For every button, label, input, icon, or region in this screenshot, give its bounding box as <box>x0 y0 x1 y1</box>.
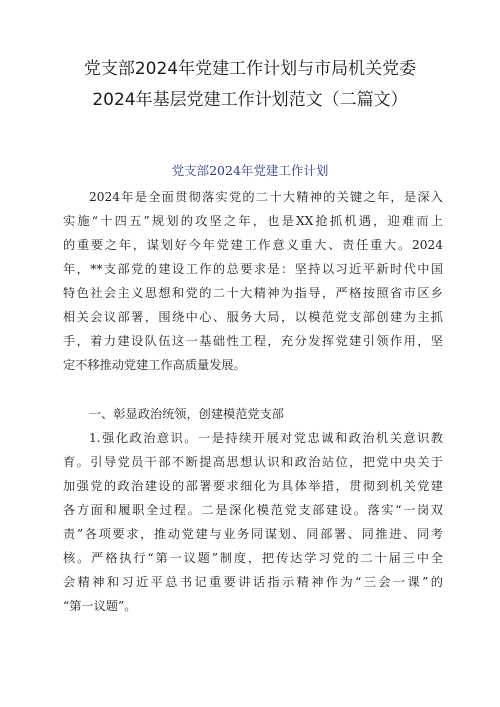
document-title-line-2: 2024年基层党建工作计划范文（二篇文） <box>92 90 408 110</box>
paragraph-line: 核。严格执行“第一议题”制度，把传达学习党的二十届三中全 <box>63 551 443 565</box>
paragraph-line: 相关会议部署，围绕中心、服务大局，以模范党支部创建为主抓 <box>63 310 443 324</box>
paragraph-line: 加强党的政治建设的部署要求细化为具体举措，贯彻到机关党建 <box>63 479 443 493</box>
paragraph-line: 2024年是全面贯彻落实党的二十大精神的关键之年，是深入 <box>89 190 443 204</box>
paragraph-line: 责”各项要求，推动党建与业务同谋划、同部署、同推进、同考 <box>63 527 443 541</box>
paragraph-line: 年，**支部党的建设工作的总要求是：坚持以习近平新时代中国 <box>63 262 443 276</box>
paragraph-line: “第一议题”。 <box>63 599 137 613</box>
paragraph-line: 1.强化政治意识。一是持续开展对党忠诚和政治机关意识教 <box>89 431 443 445</box>
section-title: 党支部2024年党建工作计划 <box>171 163 329 178</box>
paragraph-line: 各方面和履职全过程。二是深化模范党支部建设。落实“一岗双 <box>63 503 443 517</box>
paragraph-1 <box>63 185 443 377</box>
paragraph-line: 的重要之年，谋划好今年党建工作意义重大、责任重大。2024 <box>63 238 443 252</box>
section-heading-text: 一、彰显政治统领，创建模范党支部 <box>89 407 284 421</box>
paragraph-line: 定不移推动党建工作高质量发展。 <box>63 358 246 372</box>
paragraph-line: 会精神和习近平总书记重要讲话指示精神作为“三会一课”的 <box>63 575 443 589</box>
paragraph-line: 特色社会主义思想和党的二十大精神为指导，严格按照省市区乡 <box>63 286 443 300</box>
section-heading-1 <box>63 402 443 426</box>
paragraph-2 <box>63 426 443 618</box>
document-title-line-1: 党支部2024年党建工作计划与市局机关党委 <box>83 59 417 79</box>
paragraph-line: 手，着力建设队伍这一基础性工程，充分发挥党建引领作用，坚 <box>63 334 443 348</box>
paragraph-line: 实施“十四五”规划的攻坚之年，也是XX抢抓机遇，迎难而上 <box>63 214 443 228</box>
paragraph-line: 育。引导党员干部不断提高思想认识和政治站位，把党中央关于 <box>63 455 443 469</box>
